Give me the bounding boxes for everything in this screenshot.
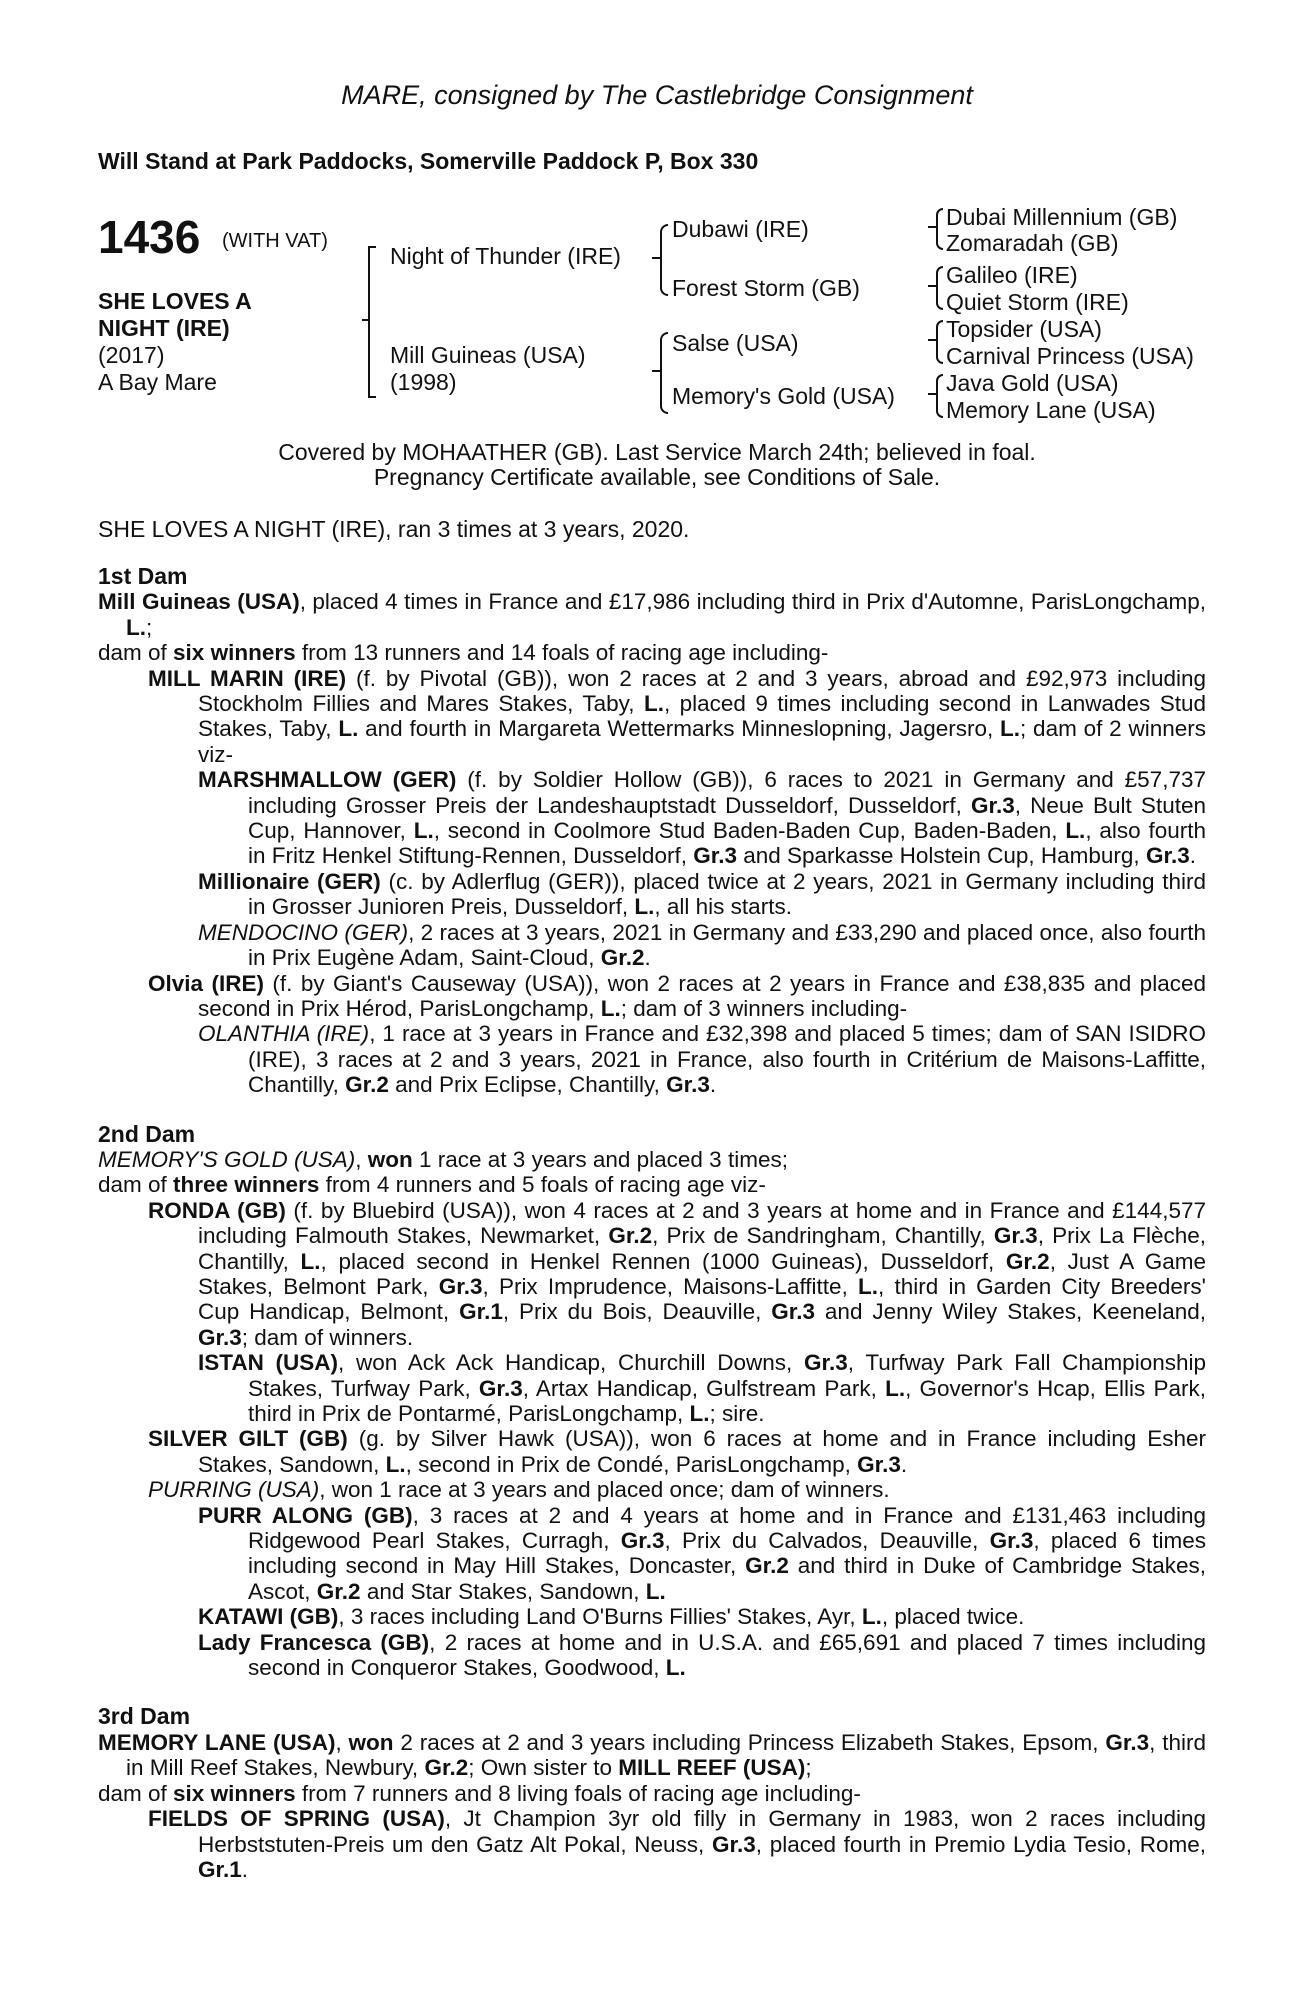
produce-prefix: dam of xyxy=(98,640,174,666)
grade-mark: Gr.2 xyxy=(608,1223,653,1249)
produce-record: , 3 races including Land O'Burns Fillies' Stakes, Ayr, L., placed twice. xyxy=(338,1604,1025,1630)
produce-record: , 3 races at 2 and 4 years at home and in France and £131,463 including Ridgewood Pearl Stakes, Curragh, Gr.3, Prix du Calvados, Deauville, Gr.3, placed 6 times including second in May Hill Stakes, Doncaster, Gr.2 and third in Duke of Cambridge Stakes, Ascot, Gr.2 and Star Stakes, Sandown, L. xyxy=(248,1502,1207,1604)
produce-name: MILL MARIN (IRE) xyxy=(148,665,347,691)
grade-mark: L. xyxy=(665,1655,686,1681)
grade-mark: L. xyxy=(1065,818,1086,844)
grade-mark: L. xyxy=(861,1604,882,1630)
produce-entry xyxy=(98,666,1206,768)
grade-mark: Gr.1 xyxy=(198,1856,242,1882)
ped-ss: Dubawi (IRE) xyxy=(672,216,809,242)
grade-mark: Gr.3 xyxy=(478,1375,523,1401)
grade-mark: Gr.3 xyxy=(693,843,737,869)
produce-suffix: from 7 runners and 8 living foals of racing age including- xyxy=(295,1780,861,1806)
grade-mark: Gr.2 xyxy=(600,945,645,971)
produce-record: , won Ack Ack Handicap, Churchill Downs, Gr.3, Turfway Park Fall Championship Stakes, Turfway Park, Gr.3, Artax Handicap, Gulfstream Park, L., Governor's Hcap, Ellis Park, third in Prix de Pontarmé, ParisLongchamp, L.; sire. xyxy=(248,1350,1207,1426)
grade-mark: L. xyxy=(338,716,359,742)
produce-suffix: from 4 runners and 5 foals of racing age viz- xyxy=(319,1172,766,1198)
produce-record: , 2 races at 3 years, 2021 in Germany and £33,290 and placed once, also fourth in Prix Eugène Adam, Saint-Cloud, Gr.2. xyxy=(248,919,1206,971)
ped-sire: Night of Thunder (IRE) xyxy=(390,243,621,269)
produce-record: (f. by Bluebird (USA)), won 4 races at 2 and 3 years at home and in France and £144,577 including Falmouth Stakes, Newmarket, Gr.2, Prix de Sandringham, Chantilly, Gr.3, Prix La Flèche, Chantilly, L., placed second in Henkel Rennen (1000 Guineas), Dusseldorf, Gr.2, Just A Game Stakes, Belmont Park, Gr.3, Prix Imprudence, Maisons-Laffitte, L., third in Garden City Breeders' Cup Handicap, Belmont, Gr.1, Prix du Bois, Deauville, Gr.3 and Jenny Wiley Stakes, Keeneland, Gr.3; dam of winners. xyxy=(198,1197,1207,1350)
mare-name: MEMORY LANE (USA) xyxy=(98,1729,336,1755)
lot-number: 1436 xyxy=(98,211,201,263)
produce-entry xyxy=(98,1350,1206,1426)
ped-dss: Topsider (USA) xyxy=(946,316,1102,342)
produce-name: OLANTHIA (IRE) xyxy=(198,1021,370,1047)
ped-sdd: Quiet Storm (IRE) xyxy=(946,289,1129,315)
grade-mark: L. xyxy=(634,894,655,920)
ped-dd: Memory's Gold (USA) xyxy=(672,383,895,409)
sister-name: MILL REEF (USA) xyxy=(618,1755,806,1781)
produce-entry xyxy=(98,1477,1206,1502)
produce-name: MENDOCINO (GER) xyxy=(198,919,409,945)
grade-mark: Gr.3 xyxy=(970,792,1015,818)
produce-entry xyxy=(98,1021,1206,1097)
catalogue-body xyxy=(98,564,1206,1882)
produce-entry xyxy=(98,1630,1206,1681)
produce-record: , Jt Champion 3yr old filly in Germany in 1983, won 2 races including Herbststuten-Preis um den Gatz Alt Pokal, Neuss, Gr.3, placed fourth in Premio Lydia Tesio, Rome, Gr.1. xyxy=(198,1806,1206,1882)
pedigree-brace-sire xyxy=(660,224,668,296)
pedigree-brace xyxy=(936,208,943,250)
horse-name-line2: NIGHT (IRE) xyxy=(98,315,230,341)
ped-dds: Java Gold (USA) xyxy=(946,370,1119,396)
consignor-line: MARE, consigned by The Castlebridge Consignment xyxy=(341,80,973,110)
horse-name-line1: SHE LOVES A xyxy=(98,288,252,314)
mare-record: 2 races at 2 and 3 years including Princess Elizabeth Stakes, Epsom, Gr.3, third in Mill Reef Stakes, Newbury, Gr.2; Own sister to xyxy=(126,1729,1206,1781)
pedigree-brace xyxy=(936,374,943,418)
produce-entry xyxy=(98,869,1206,920)
pedigree-brace-tick xyxy=(928,226,937,228)
vat-note: (WITH VAT) xyxy=(222,230,328,252)
third-dam-entry: MEMORY LANE (USA), won 2 races at 2 and 3 years including Princess Elizabeth Stakes, Epsom, Gr.3, third in Mill Reef Stakes, Newbury, Gr.2; Own sister to MILL REEF (USA); xyxy=(98,1729,1206,1781)
produce-name: Millionaire (GER) xyxy=(198,868,381,894)
pedigree-brace-tick xyxy=(928,393,937,395)
third-dam-heading: 3rd Dam xyxy=(98,1703,191,1730)
pedigree-brace xyxy=(936,266,943,310)
pedigree-brace-tick xyxy=(362,319,370,321)
second-dam-entry: MEMORY'S GOLD (USA), won 1 race at 3 years and placed 3 times; xyxy=(98,1146,788,1172)
grade-mark: Gr.3 xyxy=(989,1528,1034,1554)
covering-note xyxy=(0,440,1314,490)
section-gap xyxy=(98,1098,1206,1122)
grade-mark: L. xyxy=(689,1401,710,1426)
ped-ssd: Zomaradah (GB) xyxy=(946,230,1119,256)
won-mark: won xyxy=(367,1146,413,1172)
mare-record: , placed 4 times in France and £17,986 including third in Prix d'Automne, ParisLongchamp, xyxy=(299,589,1206,615)
grade-mark: Gr.3 xyxy=(666,1072,710,1098)
produce-record: (f. by Soldier Hollow (GB)), 6 races to 2021 in Germany and £57,737 including Grosser Preis der Landeshauptstadt Dusseldorf, Dusseldorf, Gr.3, Neue Bult Stuten Cup, Hannover, L., second in Coolmore Stud Baden-Baden Cup, Baden-Baden, L., also fourth in Fritz Henkel Stiftung-Rennen, Dusseldorf, Gr.3 and Sparkasse Holstein Cup, Hamburg, Gr.3. xyxy=(248,767,1206,869)
grade-mark: Gr.3 xyxy=(620,1528,665,1554)
first-dam-produce xyxy=(98,640,1206,665)
stand-location: Will Stand at Park Paddocks, Somerville Paddock P, Box 330 xyxy=(98,148,759,174)
pedigree-brace-main xyxy=(368,246,376,398)
punctuation: ; xyxy=(146,614,153,640)
produce-entry xyxy=(98,1503,1206,1605)
grade-mark: L. xyxy=(885,1375,906,1401)
grade-mark: Gr.3 xyxy=(1105,1729,1150,1755)
produce-name: PURR ALONG (GB) xyxy=(198,1502,413,1528)
grade-mark: L. xyxy=(1000,716,1021,742)
grade-mark: Gr.3 xyxy=(438,1273,483,1299)
ped-dam-year: (1998) xyxy=(390,369,457,395)
grade-mark: L. xyxy=(643,691,664,717)
mare-name: MEMORY'S GOLD (USA) xyxy=(98,1146,356,1172)
grade-mark: L. xyxy=(126,614,146,640)
grade-mark: Gr.2 xyxy=(424,1755,469,1781)
produce-name: KATAWI (GB) xyxy=(198,1604,339,1630)
winners-count: six winners xyxy=(173,1780,296,1806)
produce-record: , 1 race at 3 years in France and £32,398 and placed 5 times; dam of SAN ISIDRO (IRE), 3 races at 2 and 3 years, 2021 in France, also fourth in Critérium de Maisons-Laffitte, Chantilly, Gr.2 and Prix Eclipse, Chantilly, Gr.3. xyxy=(248,1021,1207,1098)
produce-entry xyxy=(98,920,1206,971)
produce-entry xyxy=(98,1806,1206,1882)
grade-mark: L. xyxy=(413,818,434,844)
produce-name: Olvia (IRE) xyxy=(148,970,264,996)
second-dam-heading: 2nd Dam xyxy=(98,1120,196,1147)
grade-mark: L. xyxy=(645,1578,666,1604)
third-dam-produce xyxy=(98,1781,1206,1806)
produce-record: (c. by Adlerflug (GER)), placed twice at 2 years, 2021 in Germany including third in Grosser Junioren Preis, Dusseldorf, L., all his starts. xyxy=(248,868,1206,920)
grade-mark: Gr.2 xyxy=(345,1072,389,1098)
pedigree-brace-tick xyxy=(928,339,937,341)
grade-mark: Gr.2 xyxy=(316,1578,361,1604)
grade-mark: Gr.3 xyxy=(857,1451,901,1477)
ped-ddd: Memory Lane (USA) xyxy=(946,397,1156,423)
winners-count: three winners xyxy=(173,1172,320,1198)
grade-mark: Gr.1 xyxy=(459,1299,503,1325)
produce-name: SILVER GILT (GB) xyxy=(148,1426,348,1452)
grade-mark: Gr.3 xyxy=(993,1223,1038,1249)
grade-mark: L. xyxy=(385,1451,406,1477)
ped-ds: Salse (USA) xyxy=(672,330,799,356)
produce-name: MARSHMALLOW (GER) xyxy=(198,767,457,793)
won-mark: won xyxy=(348,1729,394,1755)
produce-record: , 2 races at home and in U.S.A. and £65,691 and placed 7 times including second in Conqueror Stakes, Goodwood, L. xyxy=(248,1629,1207,1681)
pedigree-brace-tick xyxy=(928,285,937,287)
punctuation: ; xyxy=(805,1755,812,1781)
pedigree-brace xyxy=(936,320,943,364)
ped-sss: Dubai Millennium (GB) xyxy=(946,204,1178,230)
ped-dam: Mill Guineas (USA) xyxy=(390,342,586,368)
produce-record: (f. by Pivotal (GB)), won 2 races at 2 and 3 years, abroad and £92,973 including Stockholm Fillies and Mares Stakes, Taby, L., placed 9 times including second in Lanwades Stud Stakes, Taby, L. and fourth in Margareta Wettermarks Minneslopning, Jagersro, L.; dam of 2 winners viz- xyxy=(198,665,1207,767)
foaling-year: (2017) xyxy=(98,342,165,368)
produce-entry xyxy=(98,1604,1206,1629)
grade-mark: Gr.2 xyxy=(745,1553,789,1579)
first-dam-entry xyxy=(98,589,1206,640)
grade-mark: Gr.3 xyxy=(198,1324,242,1350)
produce-name: FIELDS OF SPRING (USA) xyxy=(148,1806,445,1832)
grade-mark: L. xyxy=(858,1273,879,1299)
produce-record: (g. by Silver Hawk (USA)), won 6 races at home and in France including Esher Stakes, Sandown, L., second in Prix de Condé, ParisLongchamp, Gr.3. xyxy=(198,1426,1206,1477)
produce-name: Lady Francesca (GB) xyxy=(198,1629,430,1655)
covering-line: Covered by MOHAATHER (GB). Last Service March 24th; believed in foal. xyxy=(278,439,1036,465)
winners-count: six winners xyxy=(173,640,296,666)
produce-name: PURRING (USA) xyxy=(148,1477,320,1503)
grade-mark: Gr.3 xyxy=(711,1831,756,1857)
produce-record: (f. by Giant's Causeway (USA)), won 2 races at 2 years in France and £38,835 and placed second in Prix Hérod, ParisLongchamp, L.; dam of 3 winners including- xyxy=(198,970,1206,1021)
produce-prefix: dam of xyxy=(98,1780,174,1806)
grade-mark: L. xyxy=(300,1248,321,1274)
produce-prefix: dam of xyxy=(98,1172,174,1198)
pedigree-brace-dam xyxy=(660,332,668,414)
ped-sds: Galileo (IRE) xyxy=(946,262,1078,288)
second-dam-produce xyxy=(98,1172,1206,1197)
first-dam-heading: 1st Dam xyxy=(98,563,188,589)
ped-dsd: Carnival Princess (USA) xyxy=(946,343,1194,369)
grade-mark: Gr.3 xyxy=(771,1299,816,1325)
produce-name: RONDA (GB) xyxy=(148,1197,286,1223)
mare-record: 1 race at 3 years and placed 3 times; xyxy=(412,1146,788,1172)
pregnancy-line: Pregnancy Certificate available, see Conditions of Sale. xyxy=(373,464,941,490)
mare-name: Mill Guineas (USA) xyxy=(98,589,300,615)
grade-mark: Gr.2 xyxy=(1005,1248,1050,1274)
produce-name: ISTAN (USA) xyxy=(198,1350,339,1376)
grade-mark: Gr.3 xyxy=(1145,843,1190,869)
produce-entry xyxy=(98,1198,1206,1350)
produce-entry xyxy=(98,1426,1206,1477)
section-gap xyxy=(98,1680,1206,1704)
pedigree-brace-tick xyxy=(652,257,662,259)
produce-suffix: from 13 runners and 14 foals of racing age including- xyxy=(295,640,829,666)
produce-entry xyxy=(98,971,1206,1022)
grade-mark: L. xyxy=(600,995,621,1021)
race-summary: SHE LOVES A NIGHT (IRE), ran 3 times at 3 years, 2020. xyxy=(98,516,690,542)
ped-sd: Forest Storm (GB) xyxy=(672,275,860,301)
produce-entry xyxy=(98,767,1206,869)
horse-description: A Bay Mare xyxy=(98,369,217,395)
produce-record: , won 1 race at 3 years and placed once; dam of winners. xyxy=(319,1477,890,1503)
pedigree-brace-tick xyxy=(652,370,662,372)
grade-mark: Gr.3 xyxy=(803,1350,848,1376)
